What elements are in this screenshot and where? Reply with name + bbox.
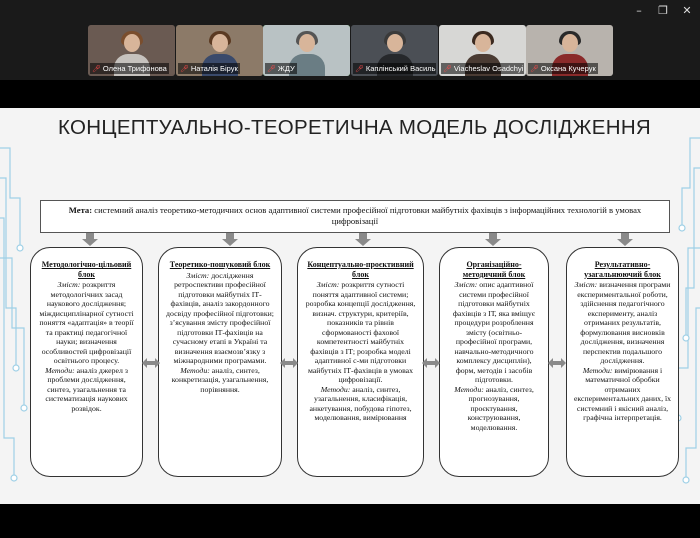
block-methods: Методи: вимірювання і математичної обробки отриманих експериментальних даних, їх системний і якісний аналіз, графічна інтерпретація. [573,365,672,422]
block-title: Організаційно-методичний блок [462,260,526,279]
participant-tile[interactable] [439,25,526,76]
down-arrow-icon [82,233,98,246]
block-content: Зміст: розкриття сутності поняття адаптивної системи; розробка концепції дослідження, визнач. структури, критеріїв, показників та рівнів сформованості фахової компетентності майбутніх фахівців з ІТ; розробка моделі адаптивної с-ми підготовки майбутніх ІТ-фахівців в умовах цифровізації. [305,280,416,384]
model-block [158,247,282,477]
participant-name: 🎤︎ Наталія Бірук [180,64,238,73]
block-content: Зміст: дослідження ретроспективи професійної підготовки майбутніх ІТ-фахівців, аналіз закордонного досвіду професійної підготовки; з’ясування змісту професійної підготовки ІТ-фахівців на сучасному етапі в Україні та визначення взаємозв’язку з міжнародними програмами. [166,270,274,365]
block-content: Зміст: визначення програми експериментальної роботи, здійснення педагогічного експерименту, аналіз отриманих результатів, формулювання висновків дослідження, визначення перспектив подальшого дослідження. [574,280,671,365]
mic-muted-icon: 🎤︎ [355,65,364,73]
mic-muted-icon: 🎤︎ [267,65,276,73]
down-arrow-icon [355,233,371,246]
block-title: Теоретико-пошуковий блок [169,260,271,269]
participant-name: 🎤︎ Каплінський Василь [355,64,436,73]
block-content: Зміст: розкриття методологічних засад наукового дослідження; міждисциплінарної сутності поняття «адаптація» в теорії та практиці педагогічної науки; визначення особливостей цифровізації освітнього процесу. [39,280,134,365]
participant-name: 🎤︎ ЖДУ [267,64,295,73]
video-strip [0,0,700,80]
participant-tile[interactable] [526,25,613,76]
participant-tile[interactable] [351,25,438,76]
block-content: Зміст: опис адаптивної системи професійної підготовки майбутніх фахівців з ІТ, яка вміщує процедури розроблення змісту (освітньо-професійної програми, навчально-методичного комплексу дисциплін), форм, методів і засобів підготовки. [452,280,536,384]
mic-muted-icon: 🎤︎ [530,65,539,73]
down-arrow-icon [617,233,633,246]
block-title: Методологічно-цільовий блок [41,260,132,279]
mic-muted-icon: 🎤︎ [443,65,452,73]
mic-muted-icon: 🎤︎ [92,65,101,73]
aim-text: системний аналіз теоретико-методичних основ адаптивної системи професійної підготовки майбутніх фахівців з інформаційних технологій в умовах цифровізації [94,205,642,226]
block-methods: Методи: аналіз, синтез, прогнозування, проєктування, конструювання, моделювання. [454,384,534,432]
down-arrow-icon [222,233,238,246]
model-block [566,247,679,477]
block-title: Результативно-узагальнюючий блок [584,260,661,279]
shared-slide [0,108,700,504]
participant-tile[interactable] [263,25,350,76]
model-block [297,247,424,477]
aim-box [40,200,670,233]
minimize-icon[interactable]: – [636,4,642,17]
slide-title: КОНЦЕПТУАЛЬНО-ТЕОРЕТИЧНА МОДЕЛЬ ДОСЛІДЖЕННЯ [58,116,652,139]
double-arrow-icon [142,358,160,368]
participant-name: 🎤︎ Viacheslav Osadchyi [443,64,524,73]
model-block [439,247,549,477]
block-title: Концептуально-проєктивний блок [307,260,414,279]
double-arrow-icon [548,358,566,368]
aim-label: Мета: [68,205,93,215]
down-arrow-icon [485,233,501,246]
participant-name: 🎤︎ Олена Трифонова [92,64,167,73]
block-methods: Методи: аналіз джерел з проблеми дослідження, синтез, узагальнення та систематизація наукових розвідок. [45,365,128,413]
participant-name: 🎤︎ Оксана Кучерук [530,64,596,73]
block-methods: Методи: аналіз, синтез, конкретизація, узагальнення, порівняння. [171,365,269,394]
model-block [30,247,143,477]
participant-tile[interactable] [176,25,263,76]
block-methods: Методи: аналіз, синтез, узагальнення, класифікація, анкетування, побудова гіпотез, моделювання, вимірювання [309,384,412,422]
participant-tile[interactable] [88,25,175,76]
double-arrow-icon [280,358,298,368]
double-arrow-icon [422,358,440,368]
maximize-icon[interactable]: ❐ [658,4,668,17]
mic-muted-icon: 🎤︎ [180,65,189,73]
close-icon[interactable]: ✕ [682,4,692,17]
